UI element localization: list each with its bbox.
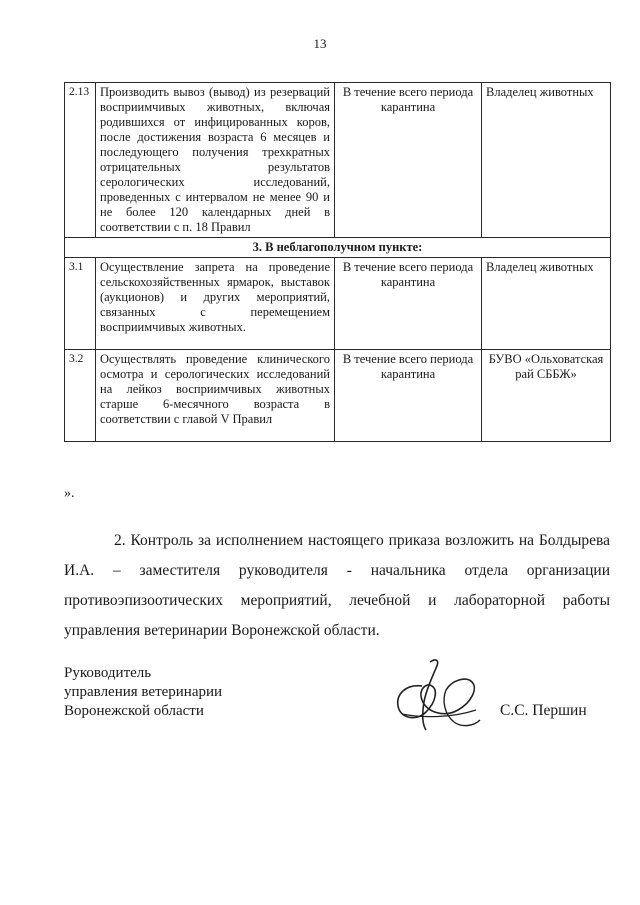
paragraph-2: 2. Контроль за исполнением настоящего приказа возложить на Болдырева И.А. – заместителя руководителя - начальника отдела организации противоэпизоотических мероприятий, лечебной и лабораторной работы управления ветеринарии Воронежской области. [64,532,610,639]
row-responsible: Владелец животных [482,83,611,238]
table-row [65,350,611,442]
row-description: Производить вывоз (вывод) из резерваций восприимчивых животных, включая родившихся от инфицированных коров, после достижения возраста 6 месяцев и последующего получения трехкратных отрицательных результатов серологических исследований, проведенных с интервалом не менее 90 и не более 120 календарных дней в соответствии с п. 18 Правил [96,83,335,238]
signature-position [64,664,222,721]
handwritten-signature-icon [392,656,484,734]
row-number: 3.2 [65,350,96,442]
section-header: 3. В неблагополучном пункте: [65,238,611,258]
row-term: В течение всего периода карантина [335,258,482,350]
measures-table [64,82,611,442]
section-header-row [65,238,611,258]
signer-name: С.С. Першин [500,702,587,719]
row-responsible: БУВО «Ольховатская рай СББЖ» [482,350,611,442]
row-term: В течение всего периода карантина [335,83,482,238]
position-line: Руководитель [64,665,152,681]
row-responsible: Владелец животных [482,258,611,350]
position-line: управления ветеринарии [64,684,223,700]
row-description: Осуществлять проведение клинического осмотра и серологических исследований на лейкоз восприимчивых животных старше 6-месячного возраста в соответствии с главой V Правил [96,350,335,442]
row-number: 3.1 [65,258,96,350]
row-term: В течение всего периода карантина [335,350,482,442]
position-line: Воронежской области [64,703,204,719]
row-number: 2.13 [65,83,96,238]
page-number: 13 [313,36,327,51]
table-row [65,83,611,238]
row-description: Осуществление запрета на проведение сельскохозяйственных ярмарок, выставок (аукционов) и других мероприятий, связанных с перемещением восприимчивых животных. [96,258,335,350]
closing-quote: ». [64,486,75,501]
table-row [65,258,611,350]
